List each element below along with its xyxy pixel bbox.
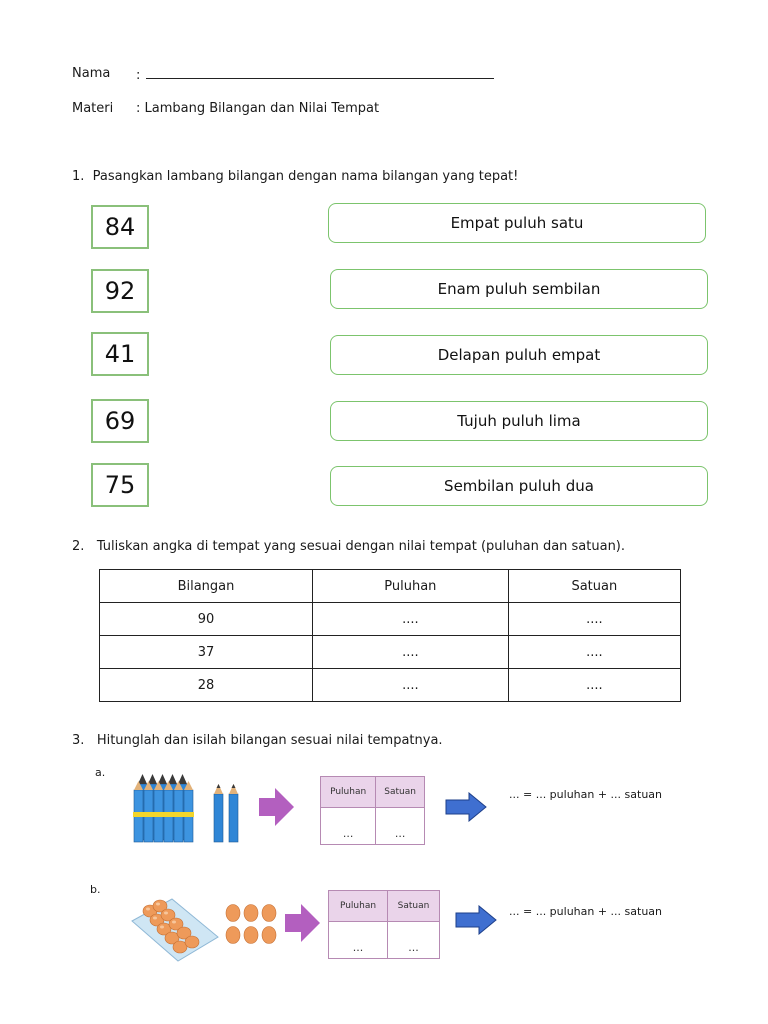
table-header-row [100,570,681,603]
cell-satuan-input[interactable]: .... [508,636,680,669]
q2-instruction: 2. Tuliskan angka di tempat yang sesuai dengan nilai tempat (puluhan dan satuan). [72,539,626,554]
place-value-table [99,569,681,702]
materi-value: : Lambang Bilangan dan Nilai Tempat [136,101,380,116]
name-box-2[interactable]: Enam puluh sembilan [330,269,708,309]
table-row [100,636,681,669]
q3-instruction: 3. Hitunglah dan isilah bilangan sesuai nilai tempatnya. [72,733,443,748]
name-box-5[interactable]: Sembilan puluh dua [330,466,708,506]
cell-puluhan-input[interactable]: .... [312,603,508,636]
number-box-1[interactable]: 84 [91,205,149,249]
blue-arrow-icon [445,792,487,822]
q1-instruction: 1. Pasangkan lambang bilangan dengan nama bilangan yang tepat! [72,169,519,184]
cell-bilangan: 28 [100,669,313,702]
cell-satuan-input[interactable]: .... [508,669,680,702]
q3b-equation[interactable]: ... = ... puluhan + ... satuan [509,905,663,918]
number-box-2[interactable]: 92 [91,269,149,313]
purple-arrow-icon [259,787,295,827]
cell-bilangan: 37 [100,636,313,669]
q3b-puluhan-input[interactable]: ... [329,922,388,959]
purple-arrow-icon [285,903,321,943]
q3a-label: a. [95,766,106,779]
name-blank-line [146,66,494,79]
egg-tray-icon [128,893,220,963]
name-box-3[interactable]: Delapan puluh empat [330,335,708,375]
q3b-label: b. [90,883,101,896]
blue-arrow-icon [455,905,497,935]
cell-bilangan: 90 [100,603,313,636]
cell-puluhan-input[interactable]: .... [312,636,508,669]
cell-puluhan-input[interactable]: .... [312,669,508,702]
materi-row [72,101,572,121]
col-header-bilangan: Bilangan [100,570,313,603]
pencil-bundle [133,774,194,842]
col-header-puluhan: Puluhan [312,570,508,603]
loose-eggs-icon [224,902,280,946]
table-row [100,603,681,636]
q3a-col-puluhan: Puluhan [321,777,376,808]
q3a-col-satuan: Satuan [376,777,425,808]
q3a-place-value-box [320,776,425,845]
name-field[interactable]: : [136,66,494,83]
q3b-col-puluhan: Puluhan [329,891,388,922]
q3b-satuan-input[interactable]: ... [388,922,440,959]
name-label: Nama [72,66,111,81]
number-box-4[interactable]: 69 [91,399,149,443]
materi-label: Materi [72,101,114,116]
q3b-col-satuan: Satuan [388,891,440,922]
name-box-4[interactable]: Tujuh puluh lima [330,401,708,441]
number-box-5[interactable]: 75 [91,463,149,507]
name-row [72,66,572,86]
q3b-place-value-box [328,890,440,959]
q3a-equation[interactable]: ... = ... puluhan + ... satuan [509,788,663,801]
single-pencils [214,784,238,842]
table-row [100,669,681,702]
name-box-1[interactable]: Empat puluh satu [328,203,706,243]
number-box-3[interactable]: 41 [91,332,149,376]
q3a-puluhan-input[interactable]: ... [321,808,376,845]
q3a-satuan-input[interactable]: ... [376,808,425,845]
col-header-satuan: Satuan [508,570,680,603]
cell-satuan-input[interactable]: .... [508,603,680,636]
pencil-bundle-icon [130,772,250,844]
